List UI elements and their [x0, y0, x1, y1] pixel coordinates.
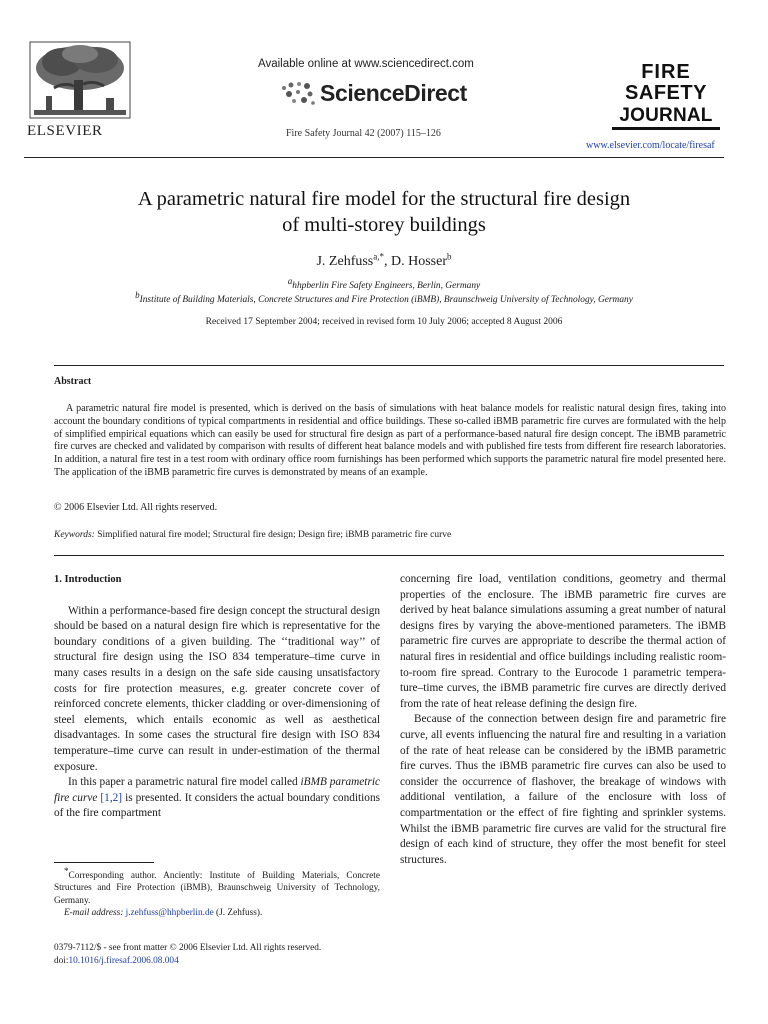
- author-email-link[interactable]: j.zehfuss@hhpberlin.de: [125, 908, 214, 919]
- header-divider: [24, 157, 724, 158]
- author-hosser: D. Hosser: [391, 254, 448, 269]
- journal-citation: Fire Safety Journal 42 (2007) 115–126: [286, 128, 441, 139]
- affiliation-a-text: hhpberlin Fire Safety Engineers, Berlin, Germany: [292, 281, 481, 292]
- email-suffix: (J. Zehfuss).: [213, 908, 263, 919]
- front-matter: [54, 942, 321, 967]
- abstract-copyright: © 2006 Elsevier Ltd. All rights reserved.: [54, 502, 218, 513]
- sciencedirect-dots-icon: [280, 80, 318, 110]
- publisher-name: ELSEVIER: [27, 123, 103, 139]
- paper-title-line-1: A parametric natural fire model for the structural fire design: [137, 188, 631, 210]
- issn-line: 0379-7112/$ - see front matter © 2006 Elsevier Ltd. All rights reserved.: [54, 943, 322, 953]
- author-hosser-marker: b: [447, 251, 452, 262]
- keywords-label: Keywords:: [54, 530, 95, 540]
- abstract-text: A parametric natural fire model is presented, which is derived on the basis of simulations with heat balance models for realistic natural design fires, taking into account the boundary conditions of typical compartments in residential and office buildings. These so-called iBMB parametric fire curves are formulated with the help of simplified empirical equations which can easily be used for structural fire design as part of a performance-based natural fire design concept. The iBMB parametric fire curves are checked and validated by comparison with results of different heat balance models and with published fire tests from different fire research laboratories. In addition, a natural fire test in a test room with ordinary office room furnishings has been performed which supports the parametric natural fire model presented here. The application of the iBMB parametric fire curves is demonstrated by means of an example.: [54, 403, 726, 478]
- elsevier-tree-icon: [24, 40, 136, 122]
- footnote-rule: [54, 862, 154, 863]
- intro-paragraph-2-end: is presented. It considers the actual boundary conditions of the fire compartment: [54, 791, 380, 820]
- author-zehfuss-marker: a,*: [373, 251, 385, 262]
- sciencedirect-logo: [280, 80, 467, 110]
- paper-title: [24, 186, 744, 238]
- doi-link[interactable]: 10.1016/j.firesaf.2006.08.004: [68, 955, 179, 966]
- author-list: [24, 251, 744, 270]
- citation-link-1-2[interactable]: [1,2]: [97, 791, 123, 804]
- affiliation-a-marker: a: [287, 276, 293, 286]
- journal-logo-line-journal: JOURNAL: [619, 105, 713, 126]
- available-online-text: Available online at www.sciencedirect.com: [258, 58, 474, 70]
- journal-logo-line-safety: SAFETY: [625, 82, 707, 104]
- abstract-bottom-rule: [54, 555, 724, 556]
- corresponding-author-footnote: [54, 865, 380, 920]
- author-separator: ,: [384, 254, 392, 269]
- right-column: [400, 572, 726, 868]
- footnote-email-line: [54, 907, 380, 919]
- sciencedirect-wordmark: ScienceDirect: [320, 80, 467, 106]
- abstract-heading: Abstract: [54, 376, 92, 387]
- keywords: [54, 530, 726, 540]
- intro-paragraph-2-start: In this paper a parametric natural fire model called: [68, 776, 301, 789]
- affiliation-a: [24, 276, 744, 292]
- affiliation-b-text: Institute of Building Materials, Concrete Structures and Fire Protection (iBMB), Braunschweig University of Technology, Germany: [139, 295, 633, 306]
- left-column: [54, 572, 380, 822]
- journal-url-link[interactable]: www.elsevier.com/locate/firesaf: [586, 140, 715, 151]
- intro-paragraph-3: Because of the connection between design fire and parametric fire curve, all events influencing the natural fire and resulting in a variation of the rate of heat release can be considered by the iBMB parametric fire curves. Thus the iBMB parametric fire curves can also be used to consider the occurrence of flashover, the breakage of windows with additional ventilation, a failure of the enclosure with loss of compartmentation or the effect of fire fighting and sprinkler systems. Whilst the iBMB parametric fire curves are valid for the structural fire design of each kind of structure, they offer the most benefit for steel structures.: [400, 713, 726, 866]
- paper-title-line-2: of multi-storey buildings: [282, 214, 486, 236]
- doi-prefix: doi:: [54, 955, 69, 966]
- intro-paragraph-2-continued: concerning fire load, ventilation conditions, geometry and thermal properties of the enclosure. The iBMB parametric fire curves are derived by heat balance simulations assuming a great number of natural designs fires by varying the above-mentioned parameters. The iBMB parametric fire curves are appropriate to describe the thermal action of natural fires in residential and office buildings including realistic room-to-room fire spread. Contrary to the Eurocode 1 parametric tempera-ture–time curves, the iBMB parametric fire curves are directly derived from the rate of heat release defining the design fire.: [400, 573, 726, 710]
- received-dates: Received 17 September 2004; received in revised form 10 July 2006; accepted 8 August 2006: [205, 317, 563, 327]
- footnote-marker: *: [64, 865, 69, 876]
- intro-paragraph-1: Within a performance-based fire design concept the structural design should be based on a natural design fire which is representative for the boundary conditions of a given building. The ‘‘traditional way’’ of structural fire design using the ISO 834 temperature–time curve in many cases results in a design on the safe side causing unsatisfactory costs for fire protection measures, e.g. greater concrete cover of reinforced concrete elements, thicker cladding or over-dimensioning of steel elements, which entails economic as well as aesthetical disadvantages. In some cases the structural fire design with ISO 834 temperature–time curve can result in under-estimation of the thermal exposure.: [54, 604, 380, 773]
- journal-logo-line-fire: FIRE: [641, 61, 691, 83]
- keywords-text: Simplified natural fire model; Structural fire design; Design fire; iBMB parametric fire curve: [97, 530, 452, 540]
- footnote-note: [54, 865, 380, 907]
- footnote-text: Corresponding author. Anciently: Institute of Building Materials, Concrete Structures and Fire Protection (iBMB), Braunschweig University of Technology, Germany.: [54, 871, 380, 906]
- intro-paragraph-2: [54, 775, 380, 822]
- elsevier-logo: [24, 40, 136, 142]
- affiliation-b: [24, 290, 744, 306]
- fire-safety-journal-logo: [609, 60, 723, 134]
- email-label: E-mail address:: [64, 908, 124, 919]
- ibmb-term: iBMB parametric fire curve: [54, 776, 380, 804]
- abstract-top-rule: [54, 365, 724, 366]
- abstract-body: [54, 403, 726, 480]
- journal-logo-bar: [612, 127, 720, 130]
- section-heading-introduction: 1. Introduction: [54, 574, 122, 585]
- affiliation-b-marker: b: [135, 290, 140, 300]
- author-zehfuss: J. Zehfuss: [316, 254, 374, 269]
- doi-line: [54, 955, 321, 968]
